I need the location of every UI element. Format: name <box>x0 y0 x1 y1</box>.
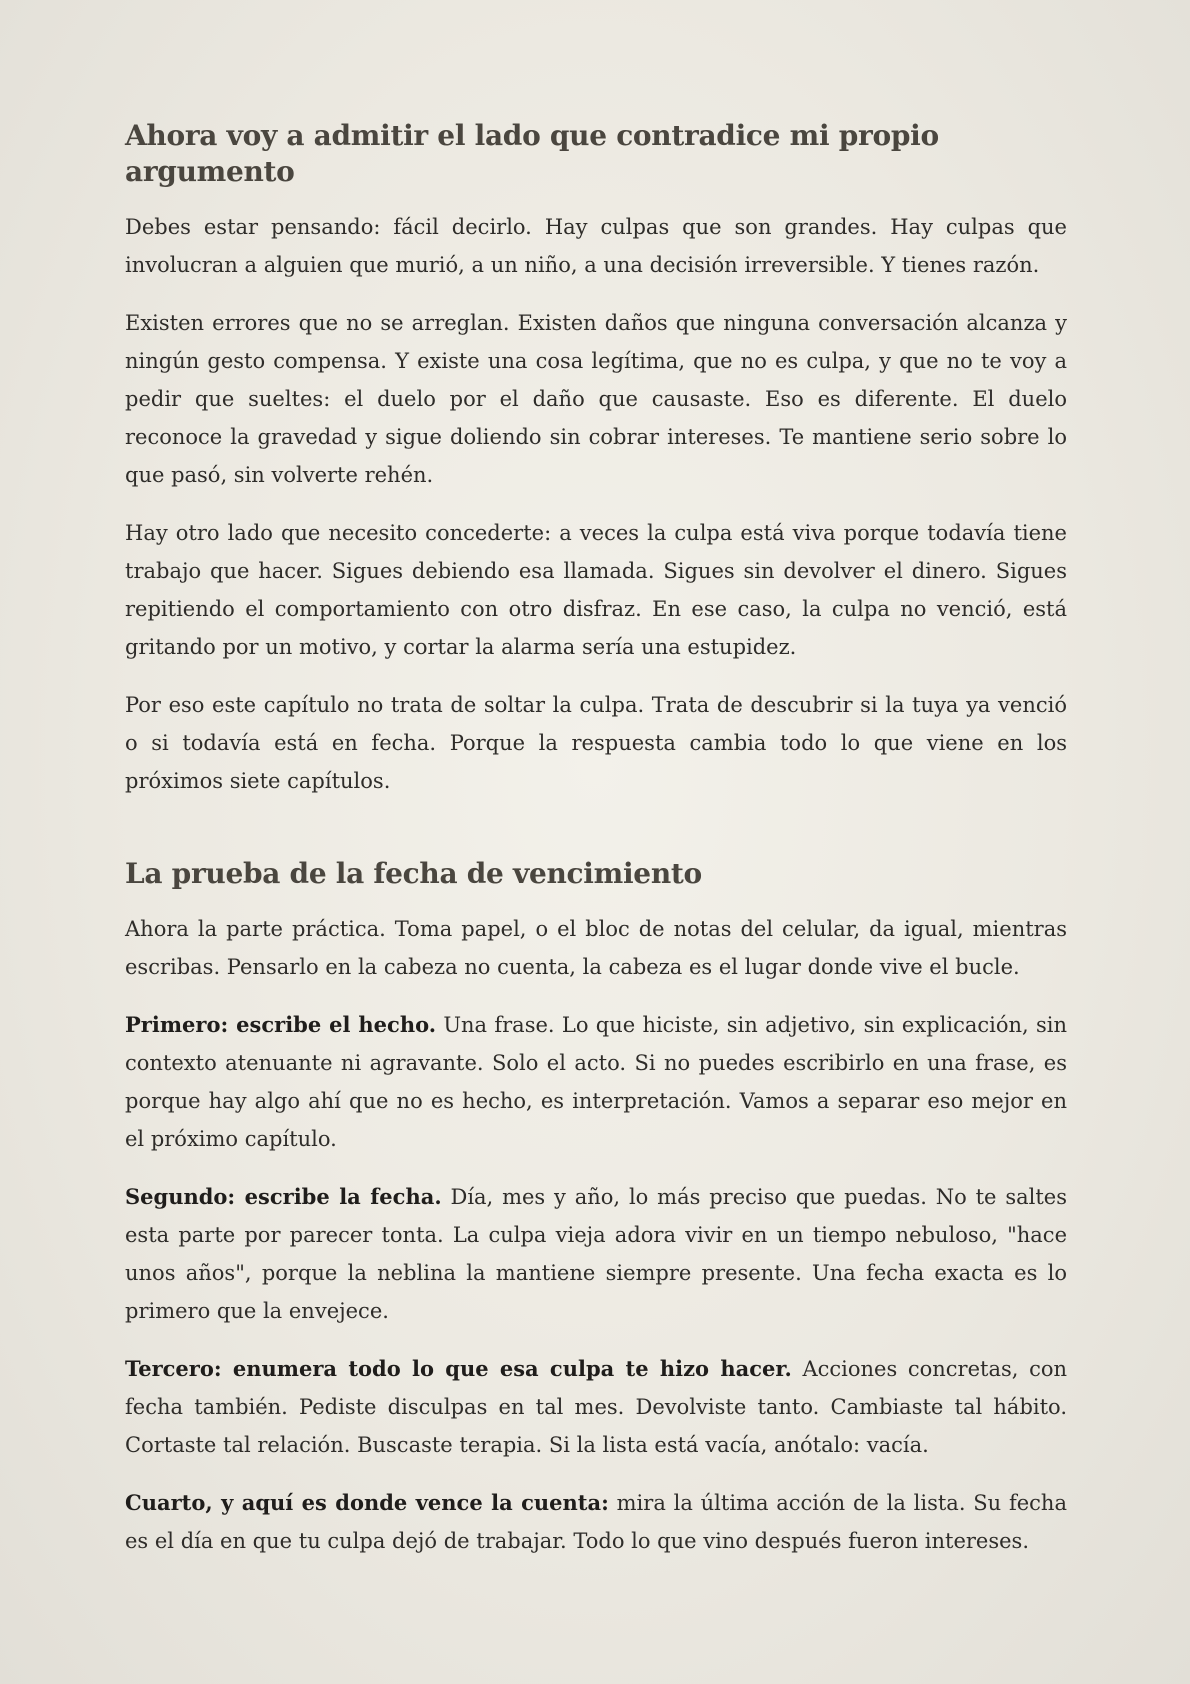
step-lead: Cuarto, y aquí es donde vence la cuenta: <box>125 1490 609 1515</box>
page-content <box>125 118 1067 1580</box>
section-heading-expiration-test: La prueba de la fecha de vencimiento <box>125 857 702 890</box>
step-paragraph <box>125 1350 1067 1464</box>
step-text: Día, mes y año, lo más preciso que puedas. No te saltes esta parte por parecer tonta. La culpa vieja adora vivir en un tiempo nebuloso, "hace unos años", porque la neblina la mantiene siempre presente. Una fecha exacta es lo primero que la envejece. <box>125 1185 1067 1323</box>
step-paragraph <box>125 1484 1067 1560</box>
step-lead: Segundo: escribe la fecha. <box>125 1184 442 1209</box>
paragraph: Existen errores que no se arreglan. Existen daños que ninguna conversación alcanza y ningún gesto compensa. Y existe una cosa legítima, que no es culpa, y que no te voy a pedir que sueltes: el duelo por el daño que causaste. Eso es diferente. El duelo reconoce la gravedad y sigue doliendo sin cobrar intereses. Te mantiene serio sobre lo que pasó, sin volverte rehén. <box>125 311 1067 487</box>
step-lead: Tercero: enumera todo lo que esa culpa te hizo hacer. <box>125 1356 792 1381</box>
step-lead: Primero: escribe el hecho. <box>125 1012 437 1037</box>
paragraph-intro: Ahora la parte práctica. Toma papel, o el bloc de notas del celular, da igual, mientras escribas. Pensarlo en la cabeza no cuenta, la cabeza es el lugar donde vive el bucle. <box>125 917 1067 979</box>
paragraph: Por eso este capítulo no trata de soltar la culpa. Trata de descubrir si la tuya ya venció o si todavía está en fecha. Porque la respuesta cambia todo lo que viene en los próximos siete capítulos. <box>125 693 1067 793</box>
step-paragraph <box>125 1006 1067 1158</box>
paragraph: Debes estar pensando: fácil decirlo. Hay culpas que son grandes. Hay culpas que involucran a alguien que murió, a un niño, a una decisión irreversible. Y tienes razón. <box>125 215 1067 277</box>
step-text: mira la última acción de la lista. Su fecha es el día en que tu culpa dejó de trabajar. Todo lo que vino después fueron intereses. <box>125 1491 1067 1553</box>
step-text: Una frase. Lo que hiciste, sin adjetivo, sin explicación, sin contexto atenuante ni agravante. Solo el acto. Si no puedes escribirlo en una frase, es porque hay algo ahí que no es hecho, es interpretación. Vamos a separar eso mejor en el próximo capítulo. <box>125 1013 1067 1151</box>
step-text: Acciones concretas, con fecha también. Pediste disculpas en tal mes. Devolviste tanto. Cambiaste tal hábito. Cortaste tal relación. Buscaste terapia. Si la lista está vacía, anótalo: vacía. <box>125 1357 1067 1457</box>
step-paragraph <box>125 1178 1067 1330</box>
section-heading-argument: Ahora voy a admitir el lado que contradice mi propio argumento <box>125 119 939 188</box>
paragraph: Hay otro lado que necesito concederte: a veces la culpa está viva porque todavía tiene trabajo que hacer. Sigues debiendo esa llamada. Sigues sin devolver el dinero. Sigues repitiendo el comportamiento con otro disfraz. En ese caso, la culpa no venció, está gritando por un motivo, y cortar la alarma sería una estupidez. <box>125 521 1067 659</box>
